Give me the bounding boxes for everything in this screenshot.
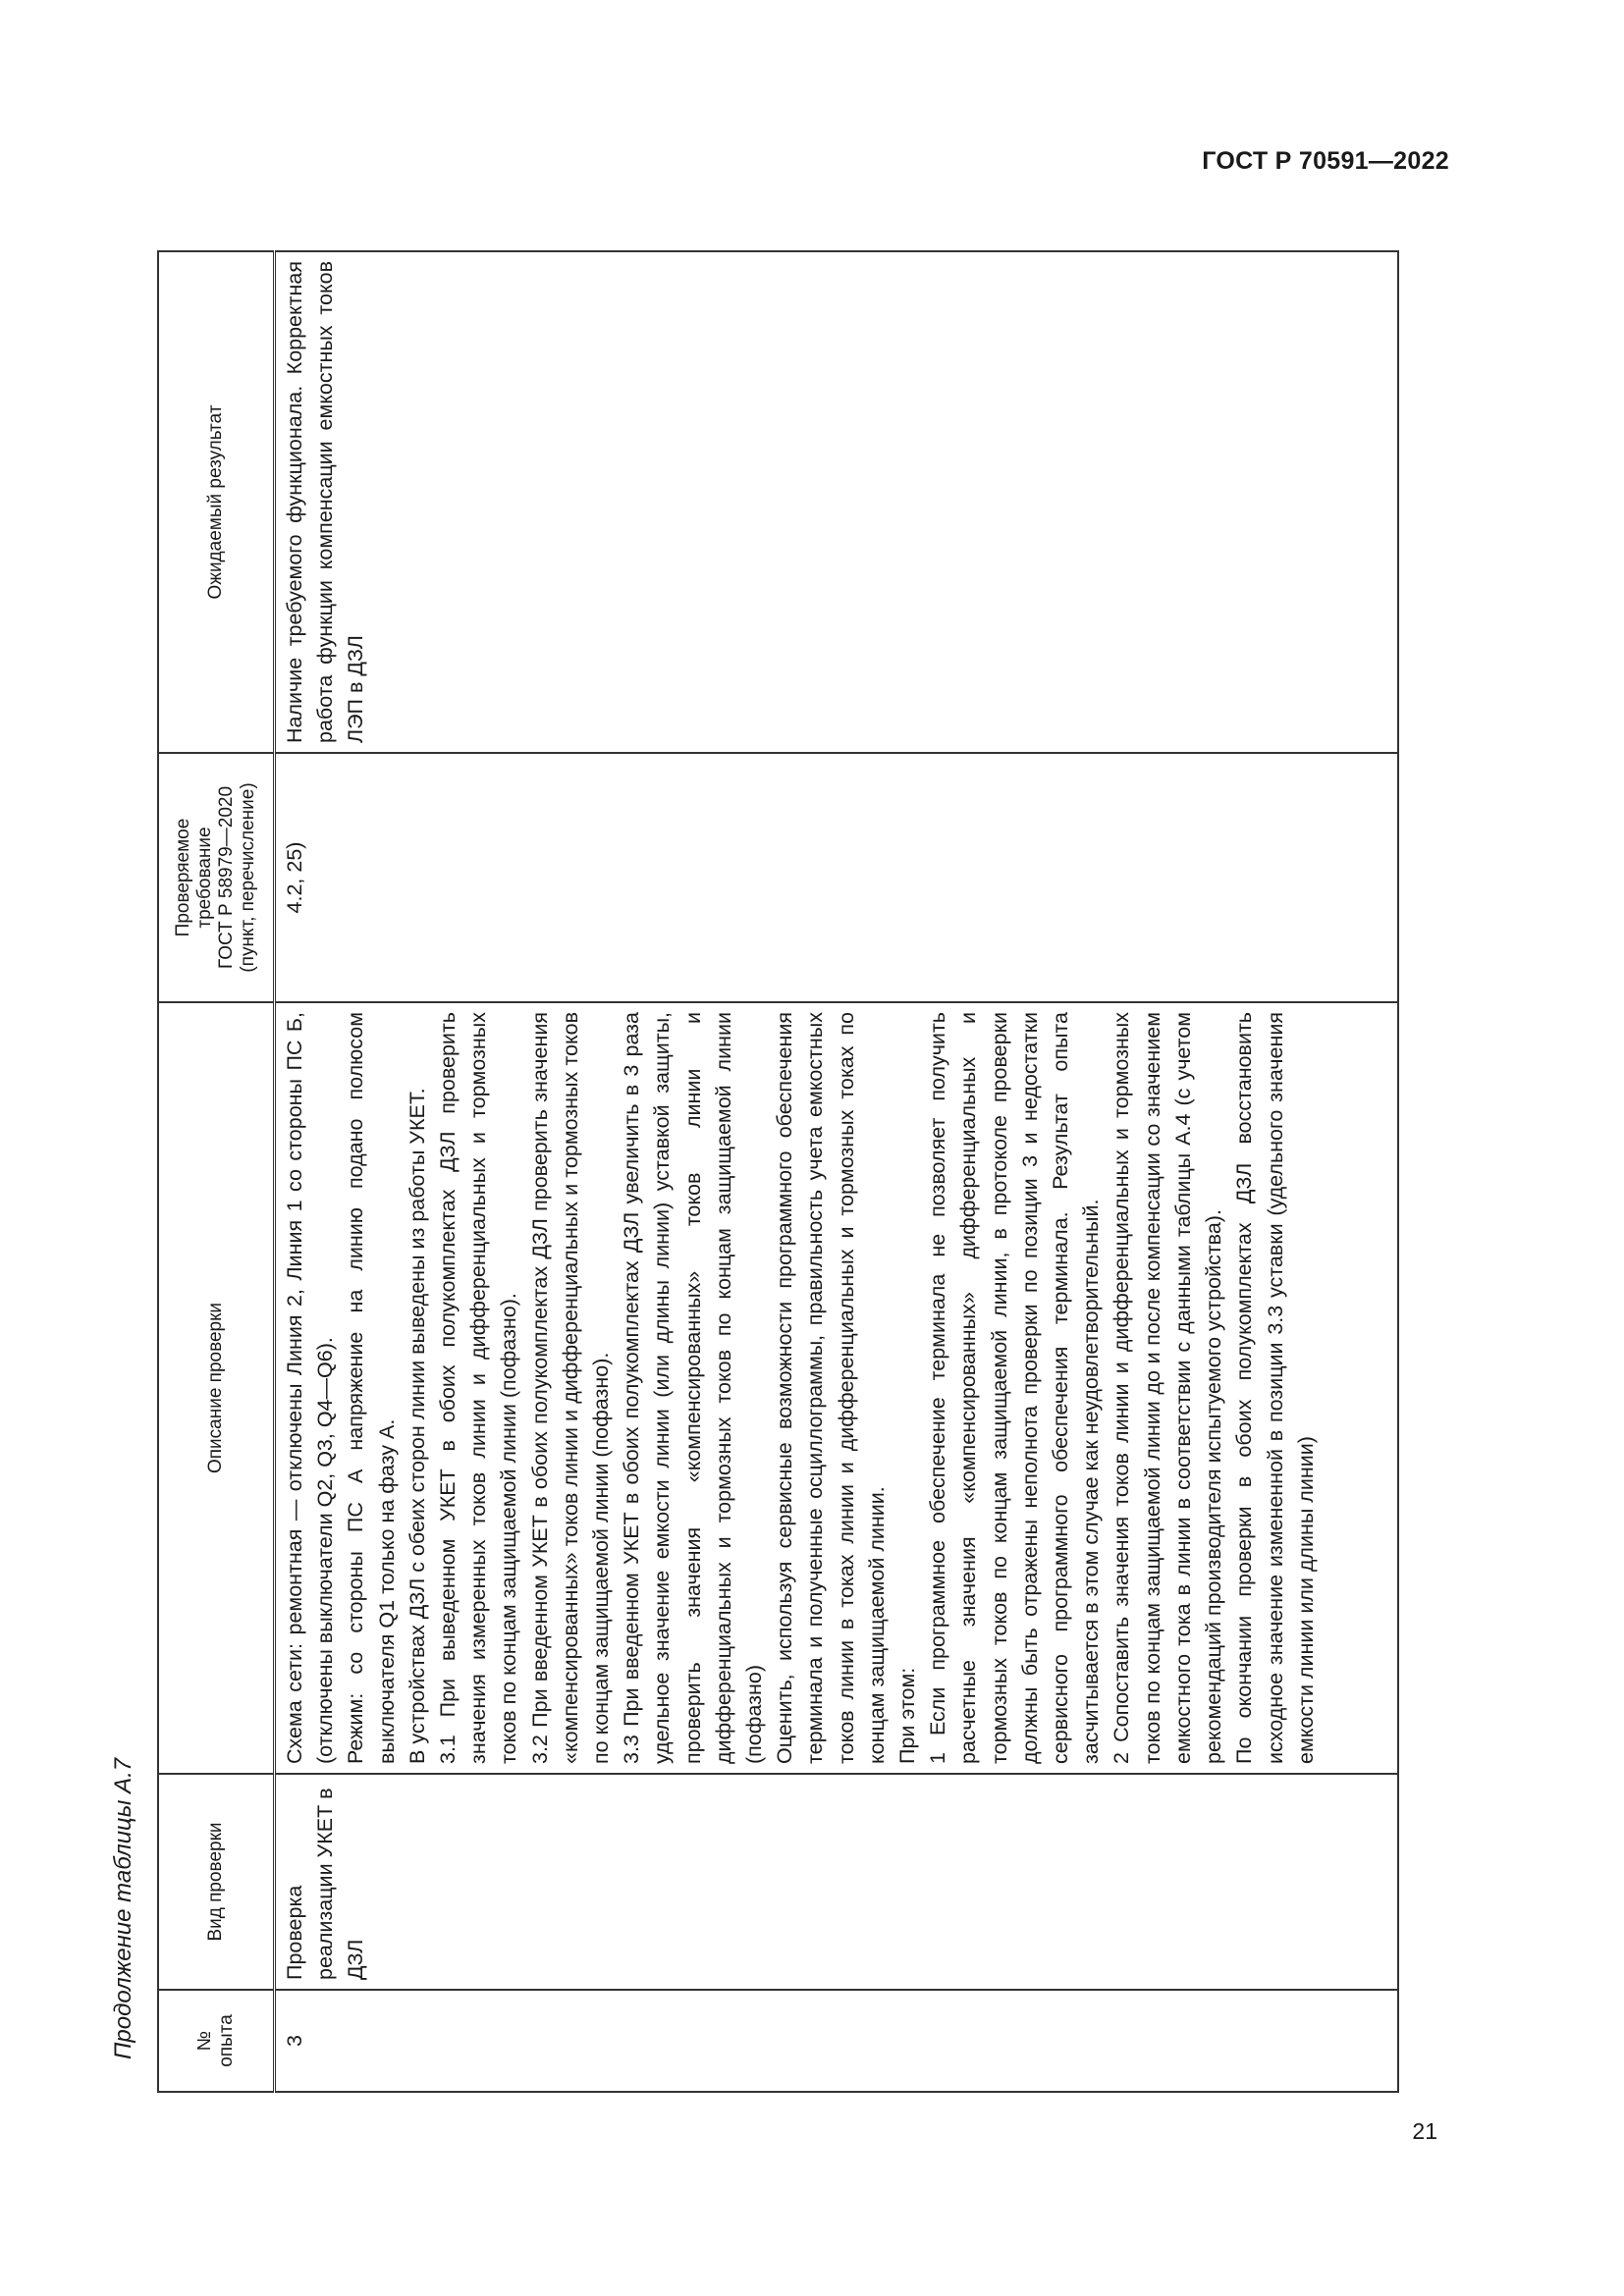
document-code: ГОСТ Р 70591—2022 <box>1202 147 1449 175</box>
description-paragraph: Схема сети: ремонтная — отключены Линия 2, Линия 1 со стороны ПС Б, (отключены выключатели Q2, Q3, Q4—Q6). <box>283 1012 338 1764</box>
header-test-description: Описание проверки <box>158 1002 275 1774</box>
table-continuation-caption: Продолжение таблицы А.7 <box>110 1757 136 2059</box>
cell-test-number: 3 <box>275 1990 1399 2092</box>
description-paragraph: В устройствах ДЗЛ с обеих сторон линии выведены из работы УКЕТ. <box>405 1088 429 1764</box>
table-header <box>158 251 275 2092</box>
description-paragraph: 1 Если программное обеспечение терминала не позволяет получить расчетные значения «компенсированных» дифференциальных и тормозных токов по концам защищаемой линии, в протоколе проверки должны быть отражены неполнота проверки по позиции 3 и недостатки сервисного программного обеспечения терминала. Результат опыта засчитывается в этом случае как неудовлетворительный. <box>926 1012 1104 1764</box>
description-paragraph: 3.3 При введенном УКЕТ в обоих полукомплектах ДЗЛ увеличить в 3 раза удельное значение емкости линии (или длины линии) уставкой защиты, проверить значения «компенсированных» токов линии и дифференциальных и тормозных токов по концам защищаемой линии (пофазно) <box>620 1012 767 1764</box>
header-number-sign: № <box>194 2030 215 2052</box>
cell-expected-result <box>275 251 1399 753</box>
header-expected-result: Ожидаемый результат <box>158 251 275 753</box>
description-paragraph: По окончании проверки в обоих полукомплектах ДЗЛ восстановить исходное значение измененной в позиции 3.3 уставки (удельного значения емкости линии или длины линии) <box>1232 1012 1318 1764</box>
header-test-type: Вид проверки <box>158 1774 275 1990</box>
description-paragraph: 2 Сопоставить значения токов линии и дифференциальных и тормозных токов по концам защищаемой линии до и после компенсации со значением емкостного тока в линии в соответствии с данными таблицы А.4 (с учетом рекомендаций производителя испытуемого устройства). <box>1110 1012 1226 1764</box>
header-requirement-line4: (пункт, перечисление) <box>238 782 258 973</box>
table-row <box>275 251 1399 2092</box>
header-requirement-line1: Проверяемое <box>173 818 193 937</box>
header-requirement <box>158 753 275 1002</box>
rotated-table-container <box>157 252 1399 2093</box>
description-paragraph: Оценить, используя сервисные возможности программного обеспечения терминала и полученные осциллограммы, правильность учета емкостных токов линии в токах линии и дифференциальных и тормозных токах по концам защищаемой линии. <box>773 1012 889 1764</box>
expected-result-text: Наличие требуемого функционала. Корректная работа функции компенсации емкостных токов ЛЭП в ДЗЛ <box>283 261 368 743</box>
test-table <box>157 250 1399 2093</box>
description-paragraph: Режим: со стороны ПС А напряжение на линию подано полюсом выключателя Q1 только на фазу А. <box>344 1012 399 1764</box>
cell-test-description <box>275 1002 1399 1774</box>
header-test-word: опыта <box>216 2014 237 2067</box>
description-paragraph: 3.2 При введенном УКЕТ в обоих полукомплектах ДЗЛ проверить значения «компенсированных» токов линии и дифференциальных и тормозных токов по концам защищаемой линии (пофазно). <box>527 1012 614 1764</box>
header-test-number <box>158 1990 275 2092</box>
cell-requirement: 4.2, 25) <box>275 753 1399 1002</box>
page-number: 21 <box>1412 2118 1437 2144</box>
description-paragraph: При этом: <box>895 1667 920 1764</box>
header-requirement-line3: ГОСТ Р 58979—2020 <box>216 785 237 970</box>
header-requirement-line2: требование <box>194 827 215 929</box>
description-paragraph: 3.1 При выведенном УКЕТ в обоих полукомплектах ДЗЛ проверить значения измеренных токов линии и дифференциальных и тормозных токов по концам защищаемой линии (пофазно). <box>436 1012 521 1764</box>
cell-test-type: Проверка реализации УКЕТ в ДЗЛ <box>275 1774 1399 1990</box>
